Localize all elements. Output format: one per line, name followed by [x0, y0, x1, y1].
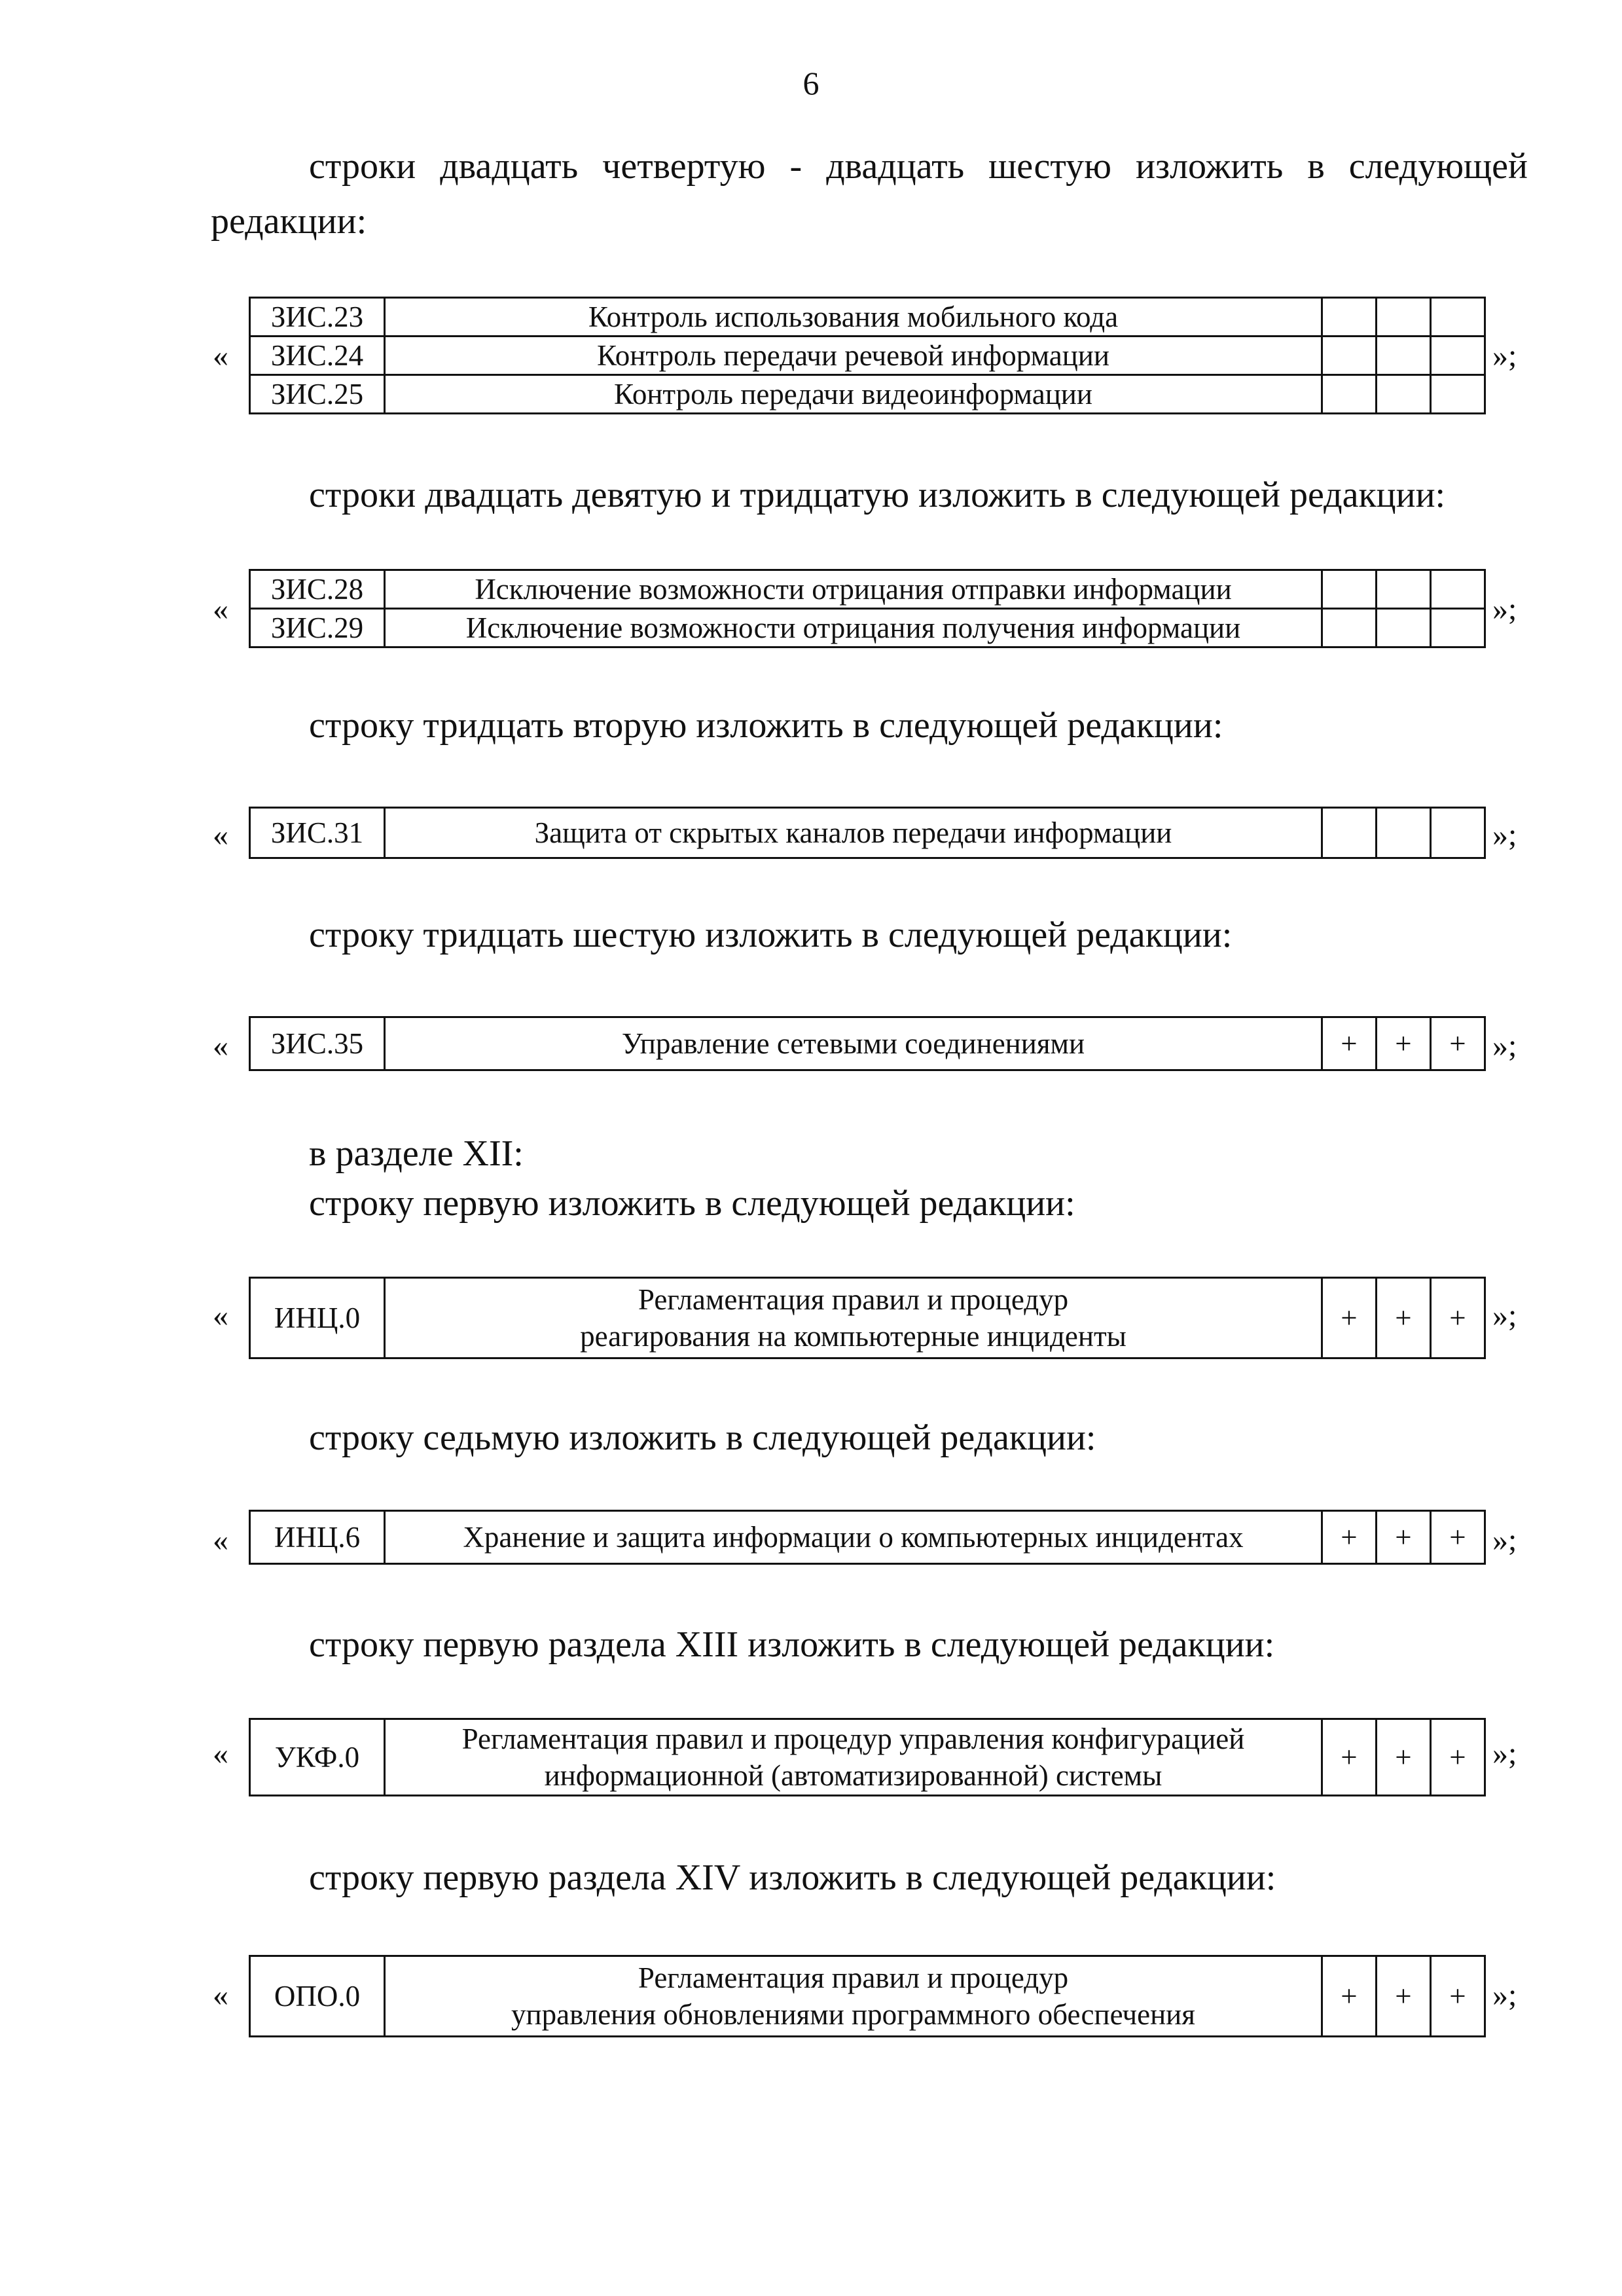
section-reference: в разделе XII:: [309, 1133, 524, 1174]
measure-name-line: Регламентация правил и процедур: [638, 1283, 1069, 1316]
instruction-paragraph: строку тридцать вторую изложить в следующей редакции:: [309, 705, 1223, 746]
measure-name: Исключение возможности отрицания получения информации: [385, 609, 1322, 647]
mark-cell: +: [1431, 1017, 1485, 1070]
page-number: 6: [802, 65, 820, 101]
mark-cell: [1322, 808, 1377, 858]
mark-cell: +: [1322, 1956, 1377, 2037]
mark-cell: +: [1431, 1278, 1485, 1358]
opening-quote: «: [213, 1029, 228, 1063]
measure-code: ИНЦ.0: [250, 1278, 385, 1358]
mark-cell: [1322, 375, 1377, 414]
mark-cell: [1431, 570, 1485, 609]
closing-quote: »;: [1492, 1298, 1517, 1333]
amendment-table: [249, 1718, 1486, 1796]
table-row: [250, 1956, 1485, 2037]
instruction-paragraph: строку тридцать шестую изложить в следующей редакции:: [309, 915, 1233, 955]
mark-cell: +: [1322, 1511, 1377, 1564]
mark-cell: [1377, 375, 1431, 414]
table-row: [250, 375, 1485, 414]
opening-quote: «: [213, 592, 228, 627]
mark-cell: [1377, 337, 1431, 375]
opening-quote: «: [213, 338, 228, 373]
opening-quote: «: [213, 1978, 228, 2013]
mark-cell: [1431, 375, 1485, 414]
table-row: [250, 1278, 1485, 1358]
instruction-paragraph: строки двадцать четвертую - двадцать шестую изложить в следующей редакции:: [211, 146, 1528, 242]
table-row: [250, 1017, 1485, 1070]
mark-cell: +: [1431, 1956, 1485, 2037]
mark-cell: [1431, 298, 1485, 337]
measure-name: [385, 1956, 1322, 2037]
measure-code: ЗИС.23: [250, 298, 385, 337]
amendment-table: [249, 1277, 1486, 1359]
opening-quote: «: [213, 818, 228, 852]
mark-cell: [1377, 298, 1431, 337]
measure-code: ИНЦ.6: [250, 1511, 385, 1564]
amendment-table: [249, 297, 1486, 414]
table-row: [250, 337, 1485, 375]
mark-cell: +: [1431, 1719, 1485, 1796]
measure-code: ЗИС.35: [250, 1017, 385, 1070]
measure-code: ЗИС.24: [250, 337, 385, 375]
table-row: [250, 570, 1485, 609]
amendment-table: [249, 1955, 1486, 2037]
measure-name-line: управления обновлениями программного обеспечения: [511, 1998, 1195, 2031]
mark-cell: [1431, 609, 1485, 647]
instruction-paragraph: строку седьмую изложить в следующей редакции:: [309, 1417, 1096, 1458]
mark-cell: +: [1377, 1017, 1431, 1070]
amendment-table: [249, 1016, 1486, 1071]
instruction-paragraph: строки двадцать девятую и тридцатую изложить в следующей редакции:: [309, 475, 1446, 515]
mark-cell: +: [1322, 1719, 1377, 1796]
instruction-paragraph: строку первую изложить в следующей редакции:: [309, 1183, 1075, 1224]
mark-cell: +: [1377, 1278, 1431, 1358]
mark-cell: [1377, 808, 1431, 858]
measure-name: Исключение возможности отрицания отправки информации: [385, 570, 1322, 609]
mark-cell: +: [1322, 1278, 1377, 1358]
amendment-table: [249, 569, 1486, 648]
mark-cell: [1322, 337, 1377, 375]
measure-name: Управление сетевыми соединениями: [385, 1017, 1322, 1070]
opening-quote: «: [213, 1736, 228, 1771]
table-row: [250, 609, 1485, 647]
mark-cell: +: [1322, 1017, 1377, 1070]
measure-code: ЗИС.31: [250, 808, 385, 858]
measure-name: Защита от скрытых каналов передачи информации: [385, 808, 1322, 858]
measure-code: ОПО.0: [250, 1956, 385, 2037]
measure-name-line: реагирования на компьютерные инциденты: [580, 1320, 1126, 1353]
mark-cell: [1431, 337, 1485, 375]
closing-quote: »;: [1492, 1029, 1517, 1063]
opening-quote: «: [213, 1523, 228, 1558]
mark-cell: +: [1431, 1511, 1485, 1564]
measure-code: ЗИС.28: [250, 570, 385, 609]
mark-cell: [1322, 570, 1377, 609]
measure-name: Хранение и защита информации о компьютерных инцидентах: [385, 1511, 1322, 1564]
mark-cell: [1322, 298, 1377, 337]
measure-code: УКФ.0: [250, 1719, 385, 1796]
closing-quote: »;: [1492, 1978, 1517, 2013]
measure-name-line: Регламентация правил и процедур управления конфигурацией: [461, 1722, 1245, 1755]
table-row: [250, 808, 1485, 858]
measure-name-line: Регламентация правил и процедур: [638, 1961, 1069, 1994]
measure-code: ЗИС.29: [250, 609, 385, 647]
mark-cell: +: [1377, 1511, 1431, 1564]
mark-cell: [1377, 570, 1431, 609]
mark-cell: [1377, 609, 1431, 647]
measure-name: Контроль передачи видеоинформации: [385, 375, 1322, 414]
closing-quote: »;: [1492, 818, 1517, 852]
opening-quote: «: [213, 1298, 228, 1333]
amendment-table: [249, 1510, 1486, 1565]
mark-cell: +: [1377, 1719, 1431, 1796]
measure-name-line: информационной (автоматизированной) системы: [544, 1759, 1162, 1792]
measure-name: [385, 1719, 1322, 1796]
table-row: [250, 298, 1485, 337]
table-row: [250, 1511, 1485, 1564]
mark-cell: +: [1377, 1956, 1431, 2037]
closing-quote: »;: [1492, 1523, 1517, 1558]
measure-name: Контроль передачи речевой информации: [385, 337, 1322, 375]
mark-cell: [1322, 609, 1377, 647]
amendment-table: [249, 807, 1486, 859]
instruction-paragraph: строку первую раздела XIV изложить в следующей редакции:: [309, 1857, 1276, 1898]
measure-name: Контроль использования мобильного кода: [385, 298, 1322, 337]
mark-cell: [1431, 808, 1485, 858]
closing-quote: »;: [1492, 1736, 1517, 1771]
measure-name: [385, 1278, 1322, 1358]
instruction-paragraph: строку первую раздела XIII изложить в следующей редакции:: [309, 1624, 1275, 1665]
closing-quote: »;: [1492, 338, 1517, 373]
table-row: [250, 1719, 1485, 1796]
closing-quote: »;: [1492, 592, 1517, 627]
measure-code: ЗИС.25: [250, 375, 385, 414]
